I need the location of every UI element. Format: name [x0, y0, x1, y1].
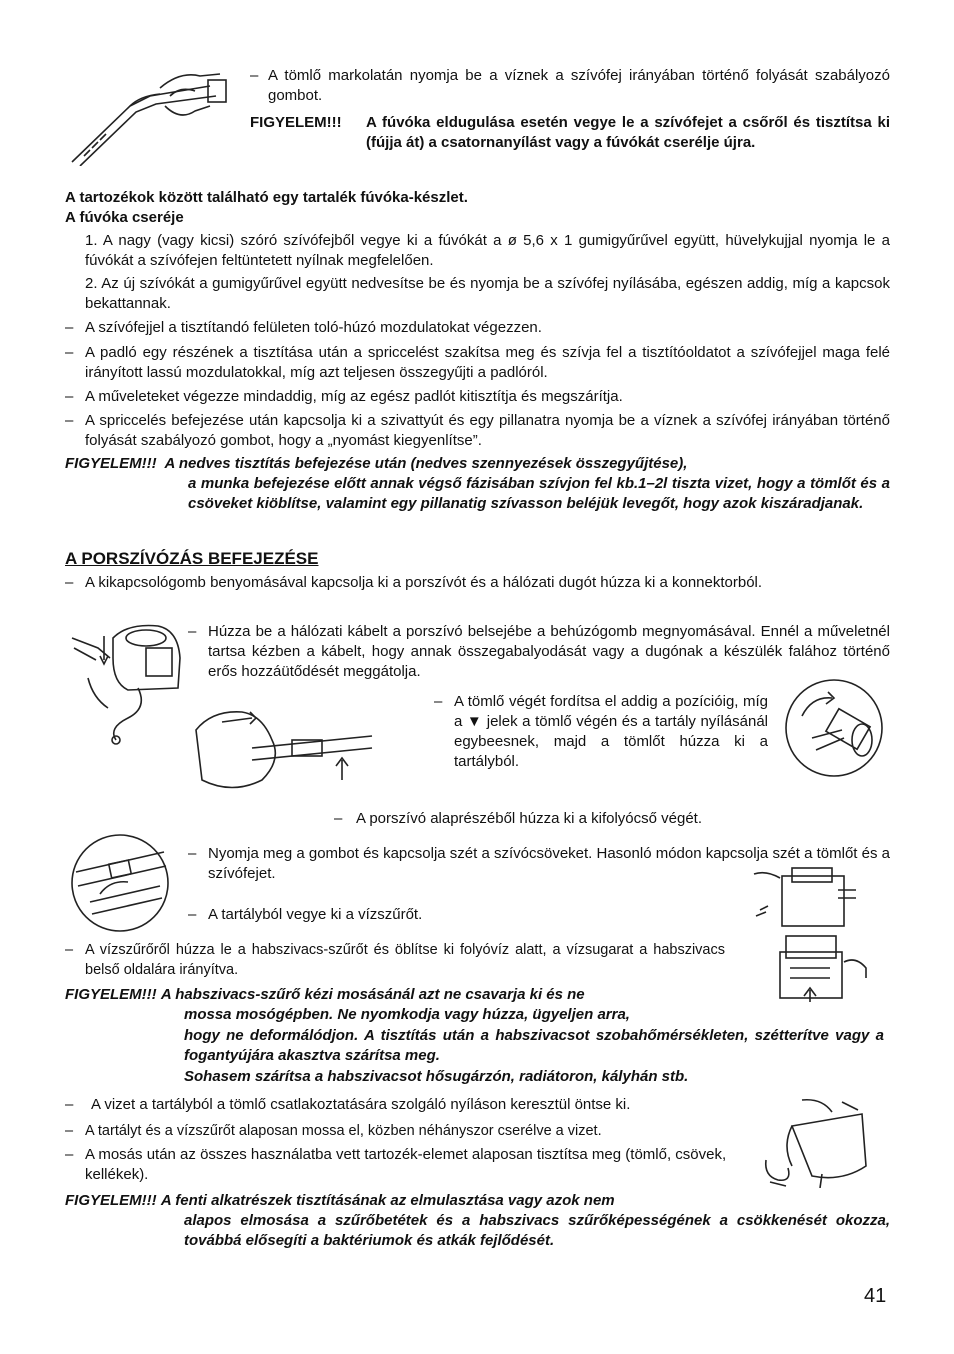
list-item: – A szívófejjel a tisztítandó felületen toló-húzó mozdulatokat végezzen. [65, 319, 542, 336]
warning-sponge: FIGYELEM!!! A habszivacs-szűrő kézi mosásánál azt ne csavarja ki és ne [65, 986, 585, 1003]
nozzle-heading: A fúvóka cseréje [65, 209, 184, 226]
top-bullet: – A tömlő markolatán nyomja be a víznek a szívófej irányában történő folyását szabályozó gombot. [250, 67, 890, 104]
list-item: – A spriccelés befejezése után kapcsolja ki a szivattyút és egy pillanatra nyomja be a víznek a szívófej irányában történő folyását szabályozó gombot, hogy a „nyomást kiegyenlítse”. [65, 412, 890, 449]
list-item: – A porszívó alaprészéből húzza ki a kifolyócső végét. [334, 810, 703, 827]
list-item: – A tartályt és a vízszűrőt alaposan mossa el, közben néhányszor cserélve a vizet. [65, 1123, 602, 1139]
warning-sponge-line3: hogy ne deformálódjon. A tisztítás után a habszivacsot szobahőmérsékleten, szétterítve vagy a fogantyújára akasztva szárítsa meg. [184, 1027, 884, 1064]
cable-rewind-illustration [68, 618, 188, 748]
warning-neglect: FIGYELEM!!! A fenti alkatrészek tisztításának az elmulasztása vagy azok nem [65, 1192, 615, 1209]
list-item: – Nyomja meg a gombot és kapcsolja szét a szívócsöveket. Hasonló módon kapcsolja szét a tömlőt és a szívófejet. [188, 845, 890, 882]
section-title: A PORSZÍVÓZÁS BEFEJEZÉSE [65, 549, 319, 568]
list-item: – A padló egy részének a tisztítása után a spriccelést szakítsa meg és szívja fel a tisztítóoldatot a szívófejjel maga felé irányított lassú mozdulatokkal, míg azt teljesen összegyűjti a padlóról. [65, 344, 890, 381]
pipe-release-illustration [192, 700, 382, 800]
nozzle-step-2: 2. Az új szívókát a gumigyűrűvel együtt nedvesítse be és nyomja be a szívófej nyílásába, egészen addig, míg a kapcsok bekattannak. [85, 275, 890, 312]
warning-wet-cleaning-body: a munka befejezése előtt annak végső fázisában szívjon fel kb.1–2l tiszta vizet, hogy a tömlőt és a csöveket kiöblítse, valamint egy pillanatig szívasson beléjük levegőt, hogy azok kiszáradjanak. [188, 475, 890, 512]
hose-twist-illustration [782, 676, 886, 780]
warning-label: FIGYELEM!!! [250, 114, 342, 131]
list-item: – A mosás után az összes használatba vett tartozék-elemet alaposan tisztítsa meg (tömlő, csövek, kellékek). [65, 1146, 727, 1183]
list-item: – A vízszűrőről húzza le a habszivacs-szűrőt és öblítse ki folyóvíz alatt, a vízsugarat a habszivacs belső oldalára irányítva. [65, 942, 725, 978]
warning-text: A fúvóka eldugulása esetén vegye le a szívófejet a csőről és tisztítsa ki (fújja át) a csatornanyílást vagy a fúvókát cserélje újra. [366, 114, 890, 151]
accessory-note: A tartozékok között található egy tartalék fúvóka-készlet. [65, 189, 468, 206]
filter-remove-illustration [770, 932, 870, 1010]
tank-filter-illustration [752, 866, 858, 930]
list-item: – A műveleteket végezze mindaddig, míg az egész padlót kitisztítja és megszárítja. [65, 388, 623, 405]
triangle-marker-icon: ▼ [466, 713, 483, 730]
list-item-hose-twist: – A tömlő végét fordítsa el addig a pozícióig, míg a ▼ jelek a tömlő végén és a tartály nyílásánál egybeesnek, majd a tömlőt húzza ki a tartályból. [434, 693, 769, 770]
warning-wet-cleaning: FIGYELEM!!! A nedves tisztítás befejezése után (nedves szennyezések összegyűjtése), [65, 455, 688, 472]
warning-sponge-line2: mossa mosógépben. Ne nyomkodja vagy húzza, ügyeljen arra, [184, 1006, 630, 1023]
list-item: – A vizet a tartályból a tömlő csatlakoztatására szolgáló nyíláson keresztül öntse ki. [65, 1096, 631, 1113]
warning-sponge-line4: Sohasem szárítsa a habszivacsot hősugárzón, radiátoron, kályhán stb. [184, 1068, 689, 1085]
list-item: – A tartályból vegye ki a vízszűrőt. [188, 906, 423, 923]
hand-hose-illustration [70, 66, 230, 166]
nozzle-step-1: 1. A nagy (vagy kicsi) szóró szívófejből vegye ki a fúvókát a ø 5,6 x 1 gumigyűrűvel együtt, hüvelykujjal nyomja le a fúvókát a szívófejen feltüntetett nyílnak megfelelően. [85, 232, 890, 269]
pipes-separate-illustration [70, 832, 170, 934]
warning-neglect-body: alapos elmosása a szűrőbetétek és a habszivacs szűrőképességének a csökkenését okozza, továbbá elősegíti a baktériumok és atkák fejlődését. [184, 1212, 890, 1249]
tank-empty-illustration [762, 1096, 874, 1188]
list-item: – A kikapcsológomb benyomásával kapcsolja ki a porszívót és a hálózati dugót húzza ki a konnektorból. [65, 574, 763, 591]
page-number: 41 [864, 1285, 887, 1307]
list-item: – Húzza be a hálózati kábelt a porszívó belsejébe a behúzógomb megnyomásával. Ennél a műveletnél tartsa kézben a kábelt, hogy annak összegabalyodását vagy a dugónak a készülék falához történő erős hozzáütődését meggátolja. [188, 623, 890, 680]
